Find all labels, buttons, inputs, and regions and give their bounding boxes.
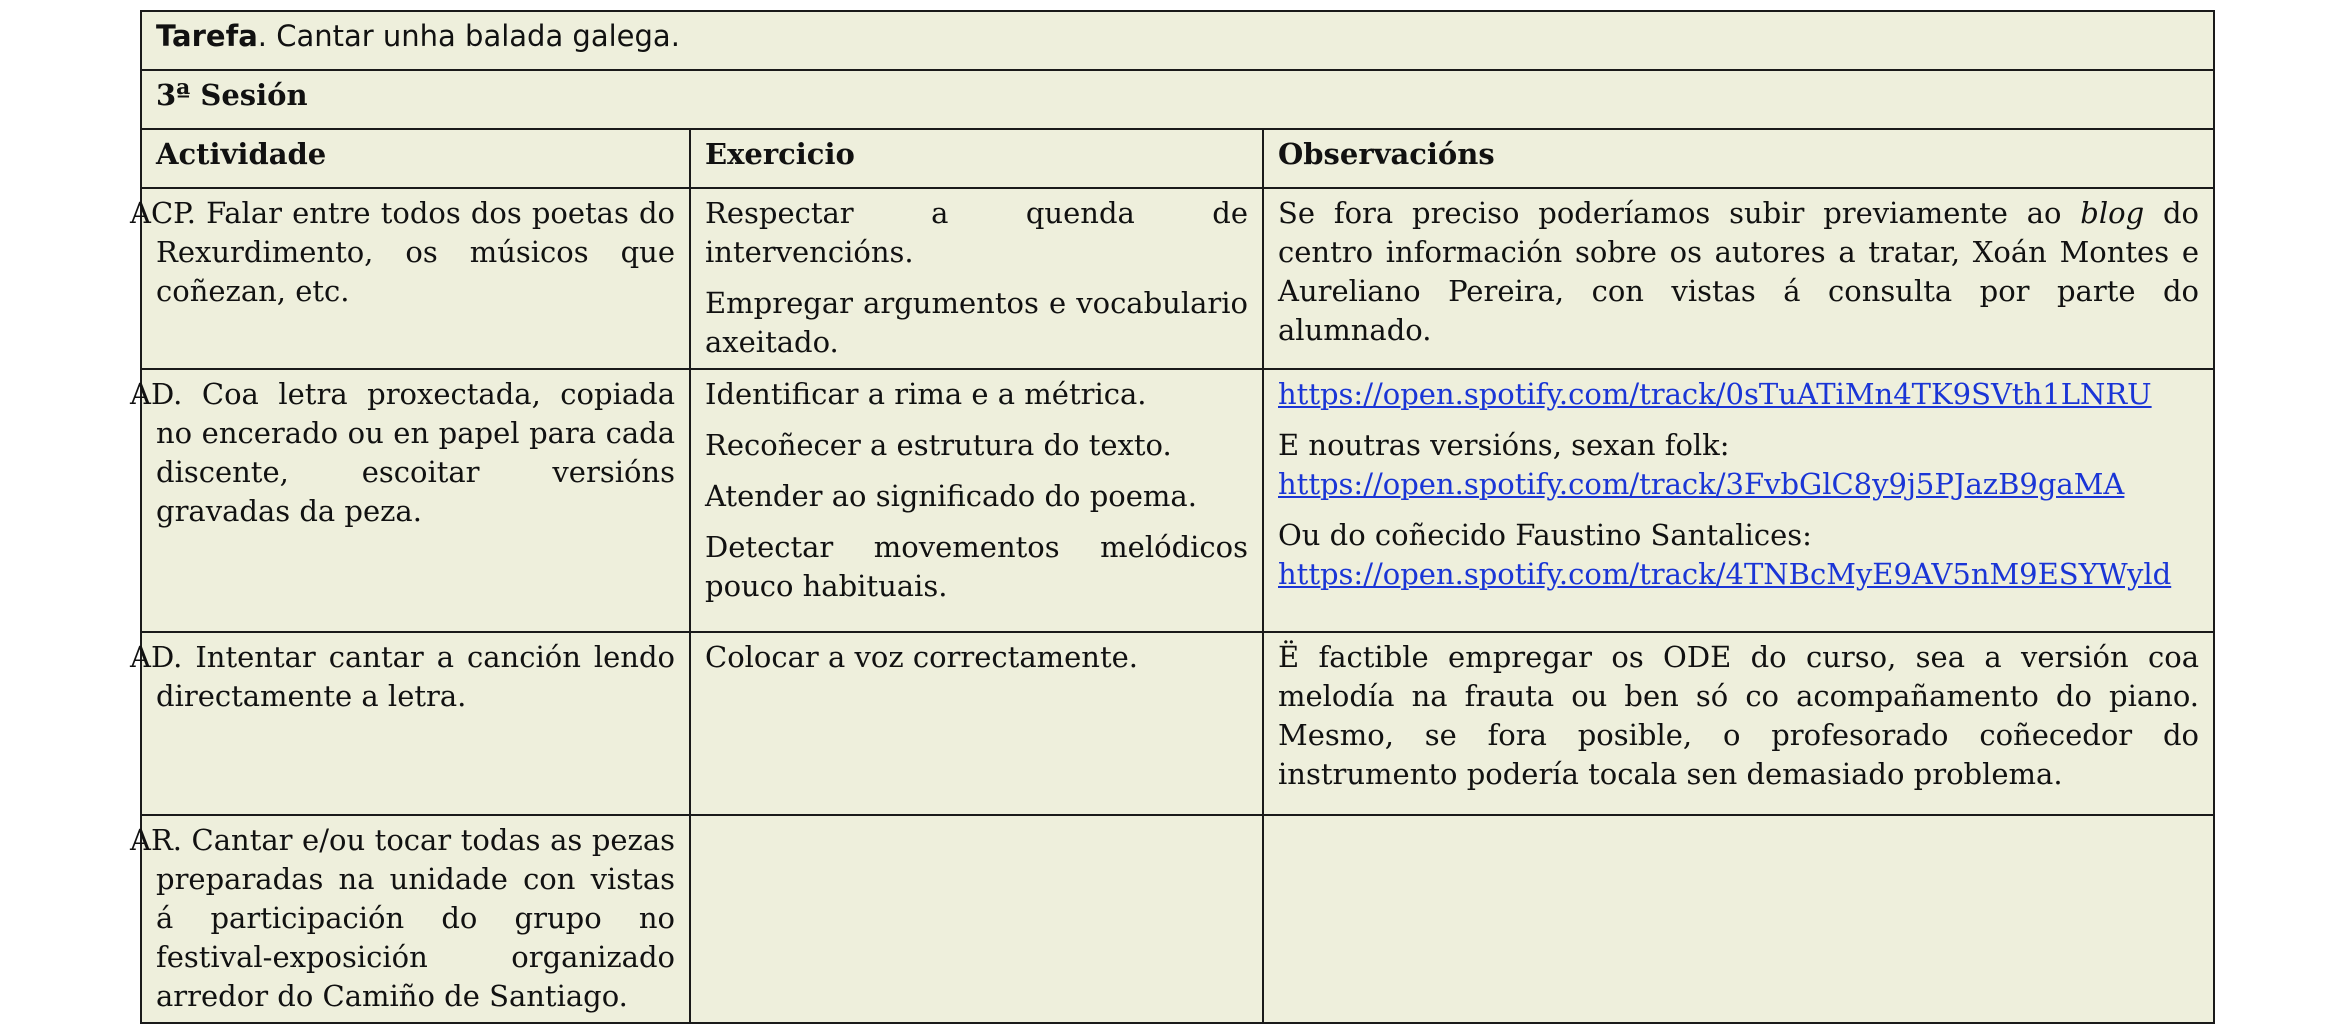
observation-text: do centro información sobre os autores a tratar, Xoán Montes e Aureliano Pereira, con vistas á consulta por parte do alumnado. (1278, 196, 2199, 347)
blog-term: blog (2080, 196, 2145, 230)
observations-cell (1263, 815, 2214, 1023)
observations-cell (1263, 369, 2214, 632)
exercise-item: Detectar movementos melódicos pouco habituais. (705, 530, 1248, 603)
observation-text: Ou do coñecido Faustino Santalices: (1278, 518, 1812, 552)
exercise-cell (690, 369, 1263, 632)
spotify-link-3[interactable]: https://open.spotify.com/track/4TNBcMyE9AV5nM9ESYWyld (1278, 557, 2172, 591)
exercise-cell (690, 188, 1263, 369)
column-header-activity: Actividade (141, 129, 690, 188)
task-label: Tarefa (156, 19, 258, 53)
task-row (141, 11, 2214, 70)
observations-cell: Ë factible empregar os ODE do curso, sea a versión coa melodía na frauta ou ben só co acompañamento do piano. Mesmo, se fora posible, o profesorado coñecedor do instrumento podería tocala sen demasiado problema. (1263, 632, 2214, 815)
activity-cell: AD. Coa letra proxectada, copiada no encerado ou en papel para cada discente, escoitar versións gravadas da peza. (141, 369, 690, 632)
table-row (141, 188, 2214, 369)
observation-text: Se fora preciso poderíamos subir previamente ao (1278, 196, 2081, 230)
task-cell (141, 11, 2214, 70)
session-plan-table (130, 10, 2215, 1024)
table-row (141, 815, 2214, 1023)
table-row (141, 369, 2214, 632)
column-header-exercise: Exercicio (690, 129, 1263, 188)
exercise-item: Atender ao significado do poema. (705, 479, 1197, 513)
activity-cell: AR. Cantar e/ou tocar todas as pezas preparadas na unidade con vistas á participación do grupo no festival-exposición organizado arredor do Camiño de Santiago. (141, 815, 690, 1023)
activity-cell: AD. Intentar cantar a canción lendo directamente a letra. (141, 632, 690, 815)
task-text: . Cantar unha balada galega. (257, 19, 680, 53)
exercise-item: Respectar a quenda de intervencións. (705, 196, 1248, 269)
exercise-cell (690, 632, 1263, 815)
column-header-row (141, 129, 2214, 188)
table-row (141, 632, 2214, 815)
exercise-item: Identificar a rima e a métrica. (705, 377, 1147, 411)
exercise-cell (690, 815, 1263, 1023)
session-row (141, 70, 2214, 129)
activity-cell: ACP. Falar entre todos dos poetas do Rexurdimento, os músicos que coñezan, etc. (141, 188, 690, 369)
observation-text: E noutras versións, sexan folk: (1278, 428, 1730, 462)
exercise-item: Empregar argumentos e vocabulario axeitado. (705, 286, 1248, 359)
session-title: 3ª Sesión (141, 70, 2214, 129)
exercise-item: Recoñecer a estrutura do texto. (705, 428, 1172, 462)
spotify-link-1[interactable]: https://open.spotify.com/track/0sTuATiMn4TK9SVth1LNRU (1278, 377, 2152, 411)
spotify-link-2[interactable]: https://open.spotify.com/track/3FvbGlC8y9j5PJazB9gaMA (1278, 467, 2125, 501)
observations-cell (1263, 188, 2214, 369)
exercise-item: Colocar a voz correctamente. (705, 640, 1138, 674)
column-header-observations: Observacións (1263, 129, 2214, 188)
